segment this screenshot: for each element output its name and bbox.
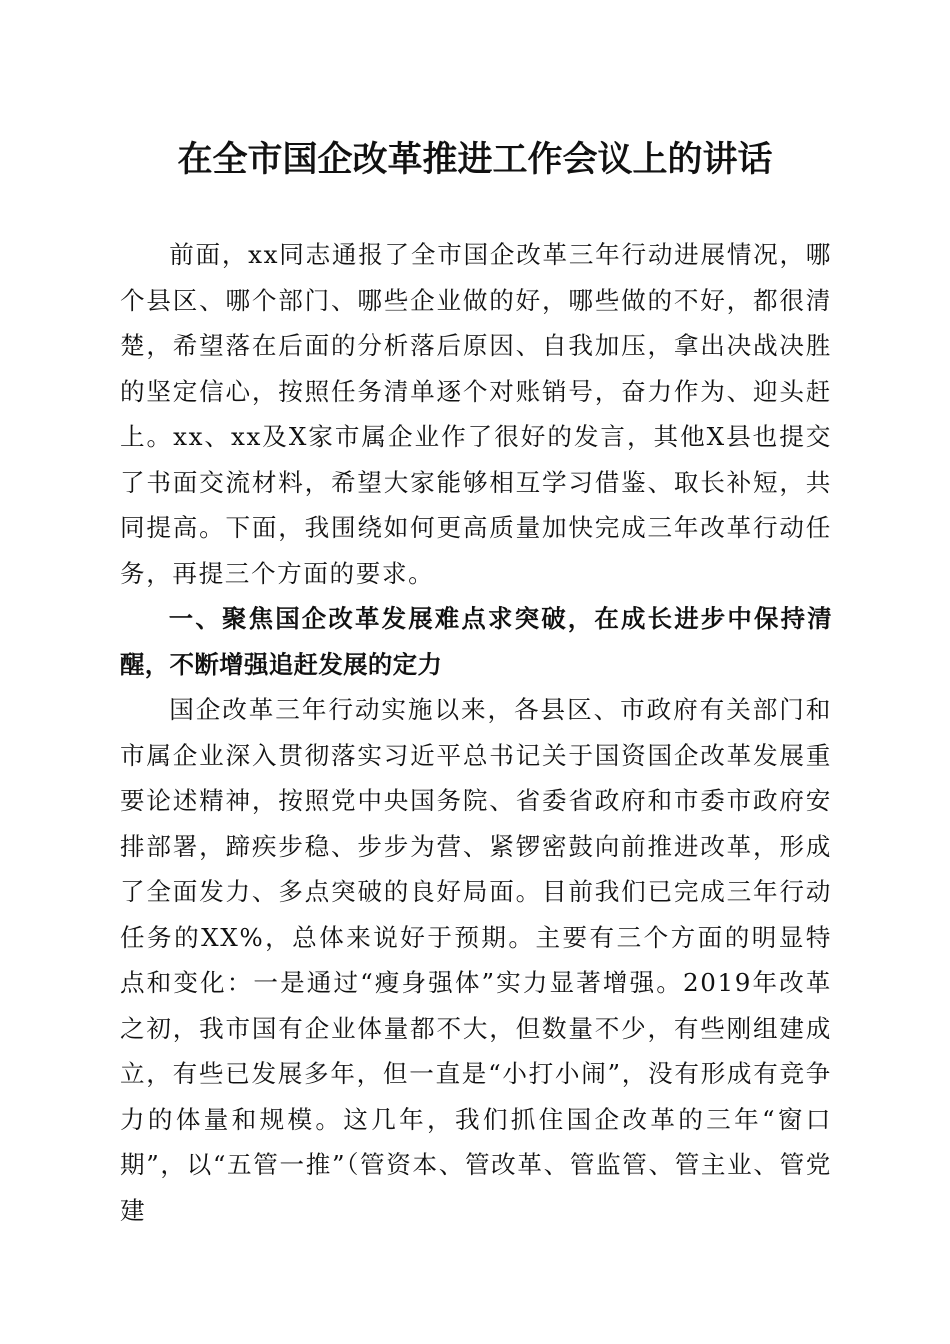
paragraph-section-1: 国企改革三年行动实施以来，各县区、市政府有关部门和市属企业深入贯彻落实习近平总书记关于国资国企改革发展重要论述精神，按照党中央国务院、省委省政府和市委市政府安排部署，蹄疾步稳、步步为营、紧锣密鼓向前推进改革，形成了全面发力、多点突破的良好局面。目前我们已完成三年行动任务的XX%，总体来说好于预期。主要有三个方面的明显特点和变化：一是通过“瘦身强体”实力显著增强。2019年改革之初，我市国有企业体量都不大，但数量不少，有些刚组建成立，有些已发展多年，但一直是“小打小闹”，没有形成有竞争力的体量和规模。这几年，我们抓住国企改革的三年“窗口期”，以“五管一推”（管资本、管改革、管监管、管主业、管党建: [120, 695, 832, 1225]
section-heading-1: 一、聚焦国企改革发展难点求突破，在成长进步中保持清醒，不断增强追赶发展的定力: [120, 604, 832, 679]
paragraph-intro: 前面，xx同志通报了全市国企改革三年行动进展情况，哪个县区、哪个部门、哪些企业做的好，哪些做的不好，都很清楚，希望落在后面的分析落后原因、自我加压，拿出决战决胜的坚定信心，按照任务清单逐个对账销号，奋力作为、迎头赶上。xx、xx及X家市属企业作了很好的发言，其他X县也提交了书面交流材料，希望大家能够相互学习借鉴、取长补短，共同提高。下面，我围绕如何更高质量加快完成三年改革行动任务，再提三个方面的要求。: [120, 240, 832, 588]
document-title: 在全市国企改革推进工作会议上的讲话: [177, 139, 773, 180]
document-body: [120, 232, 832, 1233]
